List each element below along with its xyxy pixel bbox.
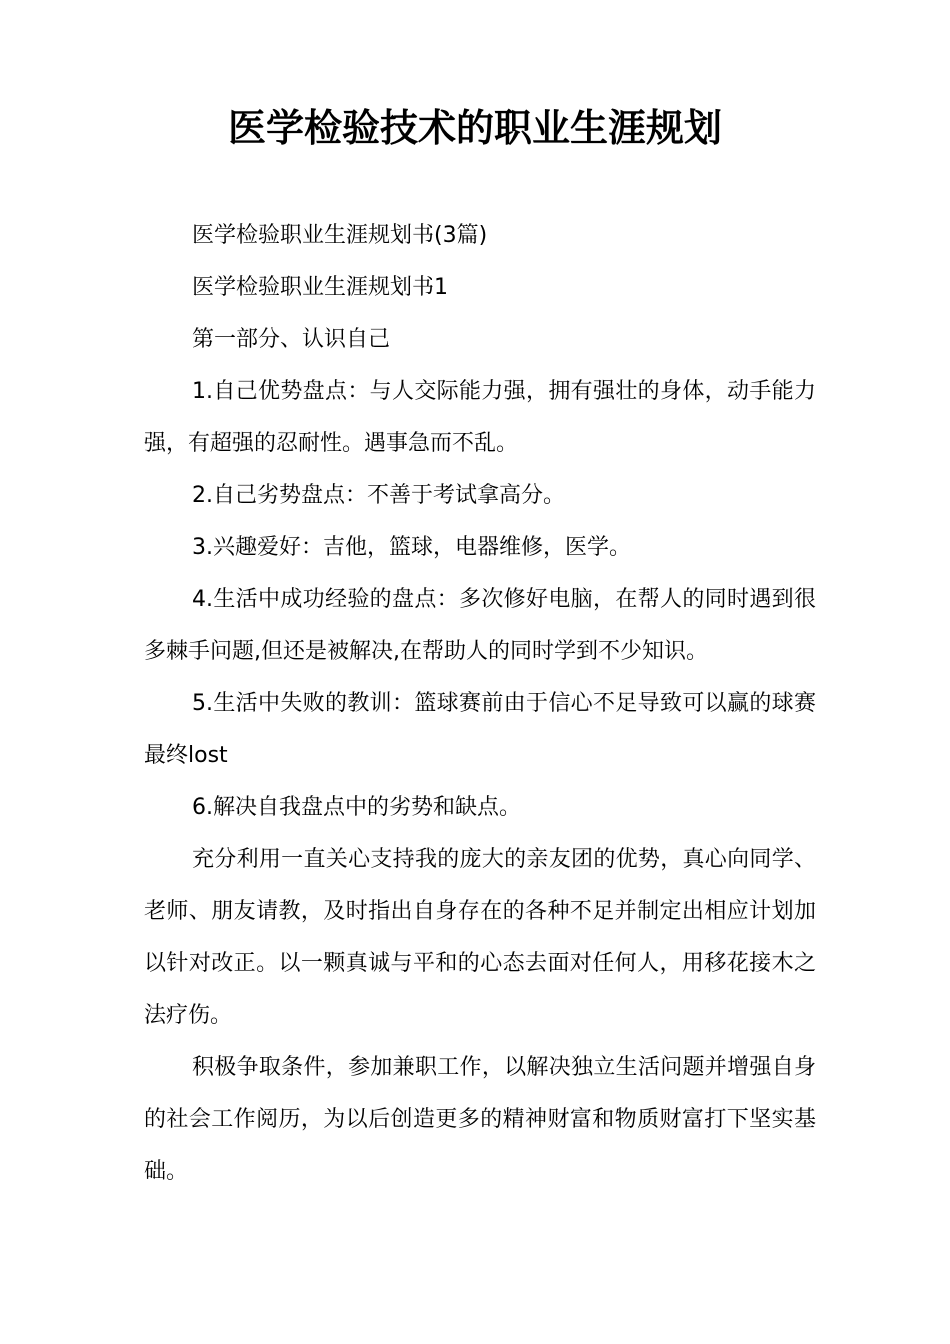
paragraph-solution: 6.解决自我盘点中的劣势和缺点。 xyxy=(192,795,521,820)
paragraph-weaknesses: 2.自己劣势盘点：不善于考试拿高分。 xyxy=(192,483,565,508)
paragraph-subheading: 医学检验职业生涯规划书1 xyxy=(192,275,448,300)
paragraph-heading: 医学检验职业生涯规划书(3篇) xyxy=(192,223,488,248)
document-body xyxy=(144,210,816,1198)
paragraph-hobbies: 3.兴趣爱好：吉他，篮球，电器维修，医学。 xyxy=(192,535,631,560)
paragraph-success: 4.生活中成功经验的盘点：多次修好电脑，在帮人的同时遇到很多棘手问题,但还是被解决,在帮助人的同时学到不少知识。 xyxy=(144,587,816,664)
paragraph-failure: 5.生活中失败的教训：篮球赛前由于信心不足导致可以赢的球赛最终lost xyxy=(144,691,816,768)
document-title: 医学检验技术的职业生涯规划 xyxy=(227,106,722,150)
paragraph-body: 充分利用一直关心支持我的庞大的亲友团的优势，真心向同学、老师、朋友请教，及时指出自身存在的各种不足并制定出相应计划加以针对改正。以一颗真诚与平和的心态去面对任何人，用移花接木之法疗伤。 xyxy=(144,847,816,1028)
paragraph-strengths: 1.自己优势盘点：与人交际能力强，拥有强壮的身体，动手能力强，有超强的忍耐性。遇事急而不乱。 xyxy=(144,379,816,456)
paragraph-section-title: 第一部分、认识自己 xyxy=(192,327,391,352)
paragraph-body: 积极争取条件，参加兼职工作，以解决独立生活问题并增强自身的社会工作阅历，为以后创造更多的精神财富和物质财富打下坚实基础。 xyxy=(144,1055,816,1184)
